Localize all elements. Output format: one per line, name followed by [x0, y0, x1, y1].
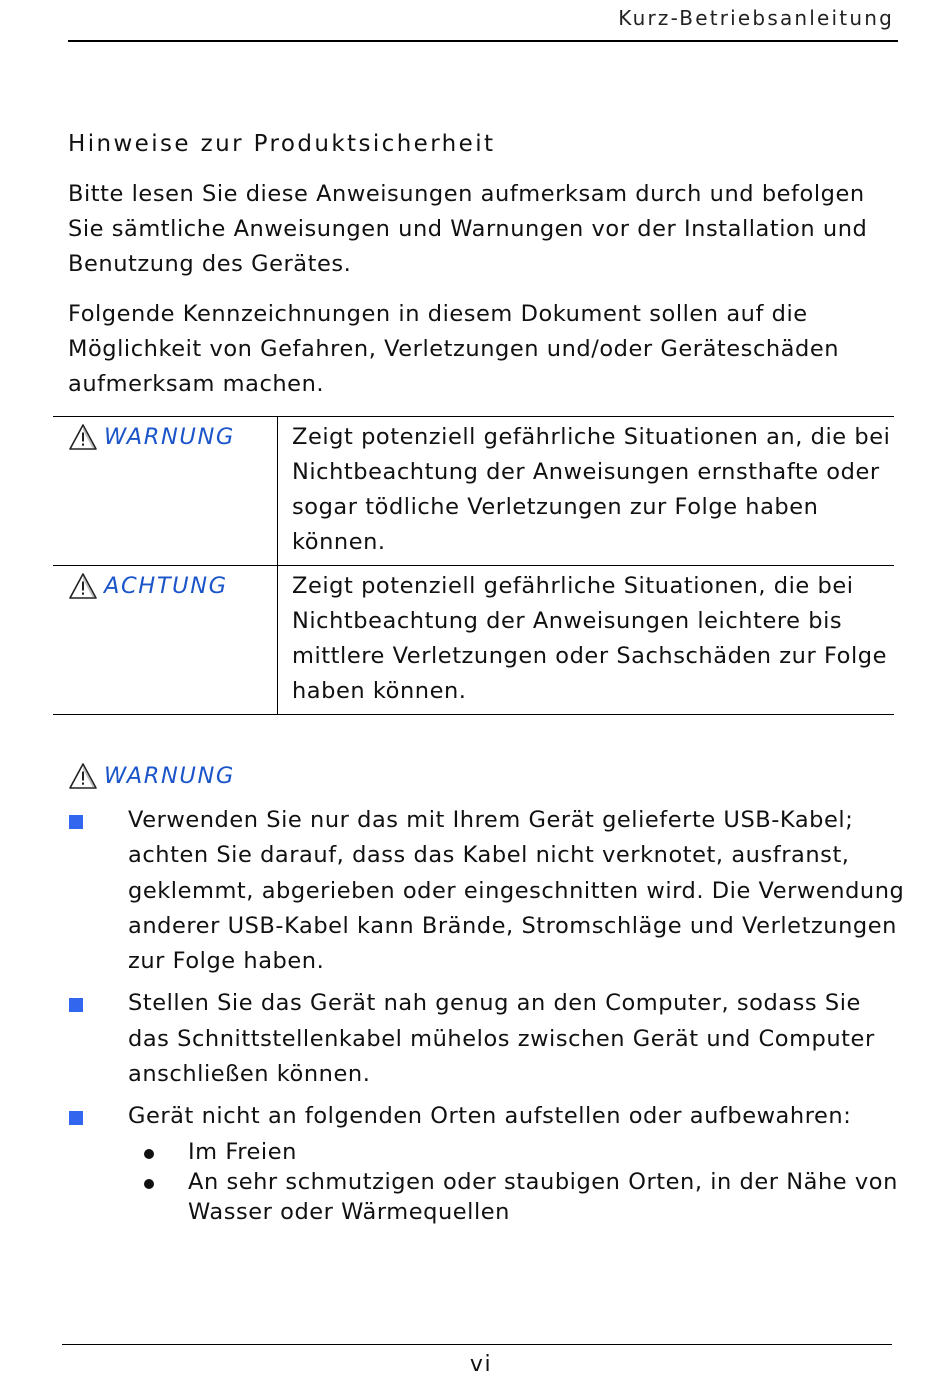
sub-list-item-text: An sehr schmutzigen oder staubigen Orten, in der Nähe von Wasser oder Wärmequellen [188, 1168, 898, 1225]
list-item-text: Verwenden Sie nur das mit Ihrem Gerät gelieferte USB-Kabel; achten Sie darauf, dass das Kabel nicht verknotet, ausfranst, geklemmt, abgerieben oder eingeschnitten wird. Die Verwendung anderer USB-Kabel kann Brände, Stromschläge und Verletzungen zur Folge haben. [128, 807, 905, 975]
square-bullet-icon [69, 815, 83, 829]
page-number: vi [469, 1352, 493, 1377]
warning-heading-label: WARNUNG [104, 763, 235, 789]
signal-word-table [53, 416, 894, 715]
footer-rule [62, 1344, 892, 1345]
signal-word-caution: ACHTUNG [104, 573, 228, 599]
legend-term-cell [53, 566, 278, 714]
dot-bullet-icon [144, 1149, 154, 1159]
dot-bullet-icon [144, 1179, 154, 1189]
square-bullet-icon [69, 1111, 83, 1125]
warning-heading [68, 762, 235, 790]
warning-triangle-icon [68, 423, 98, 451]
list-item [68, 1099, 908, 1226]
square-bullet-icon [69, 998, 83, 1012]
list-item-text: Gerät nicht an folgenden Orten aufstellen oder aufbewahren: [128, 1103, 852, 1130]
sub-list-item-text: Im Freien [188, 1138, 297, 1165]
sub-list-item [128, 1167, 908, 1227]
legend-description: Zeigt potenziell gefährliche Situationen, die bei Nichtbeachtung der Anweisungen leichtere bis mittlere Verletzungen oder Sachschäden zur Folge haben können. [292, 573, 888, 704]
legend-row-warning [53, 417, 894, 565]
running-header: Kurz-Betriebsanleitung [618, 6, 894, 30]
legend-description: Zeigt potenziell gefährliche Situationen an, die bei Nichtbeachtung der Anweisungen ernsthafte oder sogar tödliche Verletzungen zur Folge haben können. [292, 424, 891, 555]
legend-row-caution [53, 565, 894, 714]
sub-list [128, 1137, 908, 1227]
warning-list [68, 803, 908, 1234]
signal-word-warning: WARNUNG [104, 424, 235, 450]
section-title: Hinweise zur Produktsicherheit [68, 131, 496, 157]
list-item [68, 986, 908, 1092]
warning-triangle-icon [68, 572, 98, 600]
legend-intro-paragraph: Folgende Kennzeichnungen in diesem Dokument sollen auf die Möglichkeit von Gefahren, Verletzungen und/oder Geräteschäden aufmerksam machen. [68, 301, 840, 397]
list-item-text: Stellen Sie das Gerät nah genug an den Computer, sodass Sie das Schnittstellenkabel mühelos zwischen Gerät und Computer anschließen können. [128, 990, 875, 1088]
intro-paragraph: Bitte lesen Sie diese Anweisungen aufmerksam durch und befolgen Sie sämtliche Anweisungen und Warnungen vor der Installation und Benutzung des Gerätes. [68, 181, 868, 277]
sub-list-item [128, 1137, 908, 1167]
list-item [68, 803, 908, 979]
legend-term-cell [53, 417, 278, 565]
header-rule [68, 40, 898, 42]
warning-triangle-icon [68, 762, 98, 790]
